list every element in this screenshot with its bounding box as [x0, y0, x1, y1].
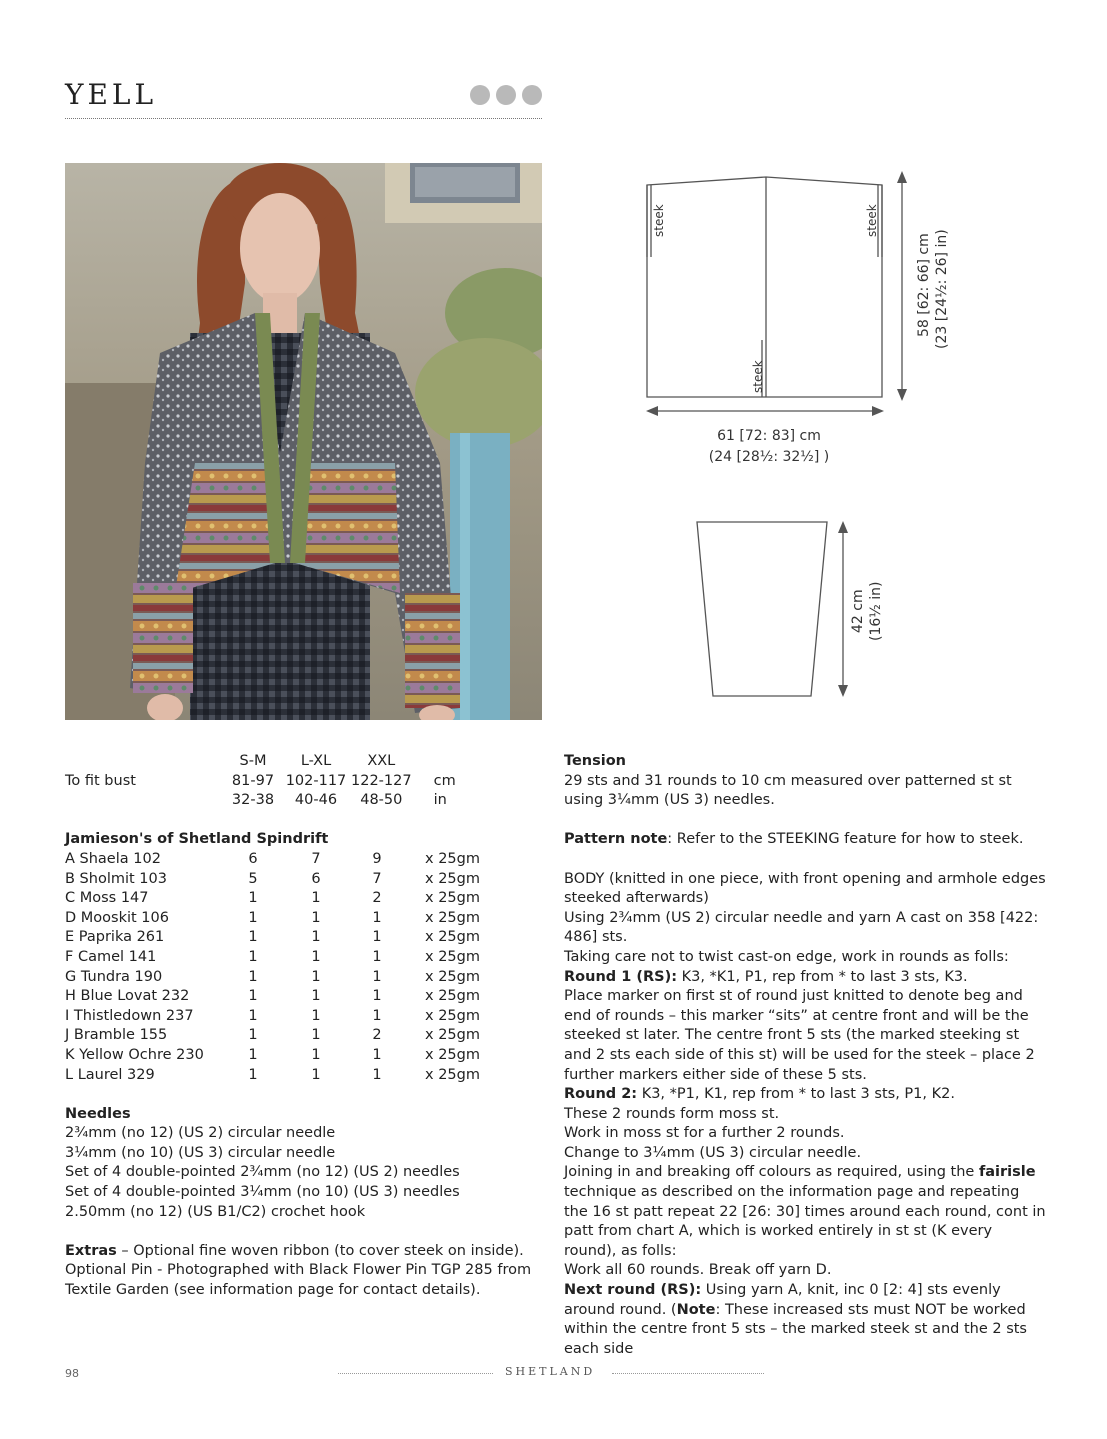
pattern-note-label: Pattern note: [564, 831, 668, 848]
steek-label-center: steek: [751, 360, 765, 393]
yarn-name: J Bramble 155: [65, 1027, 168, 1044]
round2-text: K3, *P1, K1, rep from * to last 3 sts, P1, K2.: [637, 1086, 955, 1103]
difficulty-dots: [470, 85, 542, 105]
footer-rule-left: [338, 1373, 493, 1374]
sizes-table: [65, 752, 472, 811]
yarn-name: A Shaela 102: [65, 850, 161, 867]
yarn-qty: 1: [311, 1027, 321, 1044]
yarn-qty: 1: [248, 1046, 258, 1063]
yarn-qty: 6: [248, 850, 258, 867]
extras-text: – Optional fine woven ribbon (to cover steek on inside). Optional Pin - Photographed with Black Flower Pin TGP 285 from Textile Garden (see information page for contact details).: [65, 1242, 532, 1299]
yarn-qty: 1: [372, 909, 382, 926]
extras-paragraph: [65, 1242, 535, 1301]
yarn-qty: 5: [248, 870, 258, 887]
yarn-row: [65, 850, 515, 870]
sleeve-schematic: [690, 515, 910, 705]
yarn-qty: 1: [248, 890, 258, 907]
pattern-title: YELL: [65, 78, 158, 111]
yarn-qty: 1: [248, 929, 258, 946]
needle-item: Set of 4 double-pointed 2¾mm (no 12) (US 2) needles: [65, 1164, 460, 1181]
body-intro: BODY (knitted in one piece, with front opening and armhole edges steeked afterwards): [564, 870, 1046, 907]
yarn-qty: 1: [311, 968, 321, 985]
yarn-qty: 1: [311, 948, 321, 965]
unit-cm: cm: [433, 772, 456, 789]
yarn-unit: x 25gm: [425, 870, 480, 887]
note-text: : These increased sts must NOT be worked within the centre front 5 sts – the marked steek st and the 2 sts each side: [564, 1301, 1027, 1357]
yarn-row: [65, 948, 515, 968]
yarn-unit: x 25gm: [425, 988, 480, 1005]
yarn-qty: 1: [372, 929, 382, 946]
size-cm: 81-97: [231, 772, 275, 789]
yarn-row: [65, 889, 515, 909]
yarn-qty: 1: [311, 929, 321, 946]
model-photo: [65, 163, 542, 720]
twist-text: Taking care not to twist cast-on edge, work in rounds as folls:: [564, 948, 1009, 965]
size-in: 32-38: [231, 792, 275, 809]
yarn-qty: 1: [372, 988, 382, 1005]
yarn-qty: 1: [248, 1066, 258, 1083]
yarn-qty: 1: [248, 988, 258, 1005]
yarn-qty: 1: [372, 1046, 382, 1063]
yarn-unit: x 25gm: [425, 1066, 480, 1083]
needle-item: 2¾mm (no 12) (US 2) circular needle: [65, 1125, 336, 1142]
cast-on-text: Using 2¾mm (US 2) circular needle and yarn A cast on 358 [422: 486] sts.: [564, 909, 1039, 946]
yarn-row: [65, 987, 515, 1007]
yarn-qty: 1: [372, 948, 382, 965]
sleeve-length-cm: 42 cm: [850, 589, 866, 633]
size-cm: 122-127: [351, 772, 412, 789]
size-in: 40-46: [294, 792, 338, 809]
yarn-qty: 1: [311, 1046, 321, 1063]
yarn-row: [65, 870, 515, 890]
body-width-in: (24 [28½: 32½] ): [708, 449, 830, 465]
yarn-qty: 2: [372, 890, 382, 907]
sleeve-length-in: (16½ in): [868, 581, 884, 641]
moss-repeat-text: Work in moss st for a further 2 rounds.: [564, 1125, 845, 1142]
yarn-qty: 1: [311, 909, 321, 926]
yarn-row: [65, 1007, 515, 1027]
round2-label: Round 2:: [564, 1086, 638, 1103]
yarn-heading: Jamieson's of Shetland Spindrift: [65, 831, 329, 848]
yarn-row: [65, 968, 515, 988]
fit-label: To fit bust: [65, 772, 136, 789]
yarn-qty: 1: [372, 968, 382, 985]
yarn-qty: 7: [372, 870, 382, 887]
extras-label: Extras: [65, 1242, 117, 1259]
yarn-row: [65, 1046, 515, 1066]
pattern-note-text: : Refer to the STEEKING feature for how to steek.: [667, 831, 1024, 848]
title-divider: [65, 118, 542, 119]
yarn-name: B Sholmit 103: [65, 870, 167, 887]
yarn-qty: 1: [311, 890, 321, 907]
next-round-label: Next round (RS):: [564, 1282, 702, 1299]
size-header: XXL: [367, 753, 396, 769]
footer-rule-right: [612, 1373, 764, 1374]
marker-text: Place marker on first st of round just knitted to denote beg and end of rounds – this marker “sits” at centre front and will be the steeked st later. The centre front 5 sts (the marked steeking st and 2 sts each side of this st) will be used for the steek – place 2 further markers either side of these 5 sts.: [564, 988, 1035, 1083]
yarn-unit: x 25gm: [425, 909, 480, 926]
note-label: Note: [676, 1301, 716, 1318]
yarn-qty: 1: [248, 1027, 258, 1044]
yarn-qty: 2: [372, 1027, 382, 1044]
yarn-row: [65, 928, 515, 948]
yarn-qty: 1: [248, 1007, 258, 1024]
yarn-unit: x 25gm: [425, 890, 480, 907]
yarn-unit: x 25gm: [425, 929, 480, 946]
fairisle-link: fairisle: [978, 1164, 1036, 1181]
pattern-note: [564, 830, 1046, 850]
yarn-unit: x 25gm: [425, 948, 480, 965]
tension-text: 29 sts and 31 rounds to 10 cm measured over patterned st st using 3¼mm (US 3) needles.: [564, 772, 1012, 809]
size-header: L-XL: [300, 753, 332, 769]
tension-heading: Tension: [564, 753, 627, 769]
yarn-name: D Mooskit 106: [65, 909, 169, 926]
yarn-qty: 9: [372, 850, 382, 867]
round1-text: K3, *K1, P1, rep from * to last 3 sts, K3.: [677, 968, 968, 985]
yarn-name: E Paprika 261: [65, 929, 165, 946]
yarn-qty: 1: [311, 1066, 321, 1083]
yarn-row: [65, 1066, 515, 1086]
fairisle-paragraph: [564, 1163, 1046, 1261]
yarn-unit: x 25gm: [425, 1007, 480, 1024]
yarn-qty: 1: [372, 1007, 382, 1024]
needle-item: Set of 4 double-pointed 3¼mm (no 10) (US 3) needles: [65, 1184, 460, 1201]
yarn-unit: x 25gm: [425, 1046, 480, 1063]
yarn-name: H Blue Lovat 232: [65, 988, 190, 1005]
needles-heading: Needles: [65, 1105, 131, 1122]
yarn-qty: 1: [248, 968, 258, 985]
difficulty-dot: [496, 85, 516, 105]
yarn-name: G Tundra 190: [65, 968, 163, 985]
size-in: 48-50: [360, 792, 403, 809]
yarn-row: [65, 1026, 515, 1046]
moss-text: These 2 rounds form moss st.: [564, 1105, 780, 1122]
yarn-name: K Yellow Ochre 230: [65, 1046, 204, 1063]
materials-column: [65, 752, 535, 1301]
yarn-qty: 6: [311, 870, 321, 887]
steek-label-left: steek: [652, 204, 666, 237]
needle-item: 2.50mm (no 12) (US B1/C2) crochet hook: [65, 1203, 366, 1220]
yarn-name: C Moss 147: [65, 890, 149, 907]
yarn-unit: x 25gm: [425, 1027, 480, 1044]
change-needle-text: Change to 3¼mm (US 3) circular needle.: [564, 1144, 862, 1161]
yarn-qty: 1: [372, 1066, 382, 1083]
next-round-text: Using yarn A, knit, inc 0 [2: 4] sts evenly around round. (: [564, 1282, 1001, 1318]
unit-in: in: [433, 792, 447, 809]
work-rounds-text: Work all 60 rounds. Break off yarn D.: [564, 1262, 832, 1279]
yarn-name: L Laurel 329: [65, 1066, 155, 1083]
fairisle-post: technique as described on the information page and repeating the 16 st patt repeat 22 [26: 30] times around each round, cont in patt from chart A, which is worked entirely in st st (K every round), as folls:: [564, 1184, 1046, 1259]
yarn-qty: 1: [248, 948, 258, 965]
fairisle-pre: Joining in and breaking off colours as required, using the: [564, 1164, 979, 1181]
round1-label: Round 1 (RS):: [564, 968, 677, 985]
round1: [564, 968, 1046, 988]
yarn-unit: x 25gm: [425, 968, 480, 985]
yarn-unit: x 25gm: [425, 850, 480, 867]
next-round: [564, 1281, 1046, 1359]
page-number: 98: [65, 1367, 79, 1380]
steek-label-right: steek: [865, 204, 879, 237]
difficulty-dot: [522, 85, 542, 105]
yarn-name: F Camel 141: [65, 948, 157, 965]
yarn-name: I Thistledown 237: [65, 1007, 194, 1024]
yarn-qty: 1: [311, 988, 321, 1005]
yarn-qty: 1: [311, 1007, 321, 1024]
size-cm: 102-117: [285, 772, 347, 789]
difficulty-dot: [470, 85, 490, 105]
body-width-cm: 61 [72: 83] cm: [717, 428, 821, 444]
round2: [564, 1085, 1046, 1105]
yarn-table: [65, 850, 515, 1085]
yarn-row: [65, 909, 515, 929]
size-header: S-M: [239, 753, 267, 769]
footer-title: SHETLAND: [505, 1365, 596, 1378]
needle-item: 3¼mm (no 10) (US 3) circular needle: [65, 1144, 336, 1161]
body-schematic: [630, 165, 970, 475]
instructions-column: [564, 752, 1046, 1359]
yarn-qty: 7: [311, 850, 321, 867]
body-height-in: (23 [24½: 26] in): [934, 229, 950, 349]
body-height-cm: 58 [62: 66] cm: [916, 233, 932, 337]
yarn-qty: 1: [248, 909, 258, 926]
